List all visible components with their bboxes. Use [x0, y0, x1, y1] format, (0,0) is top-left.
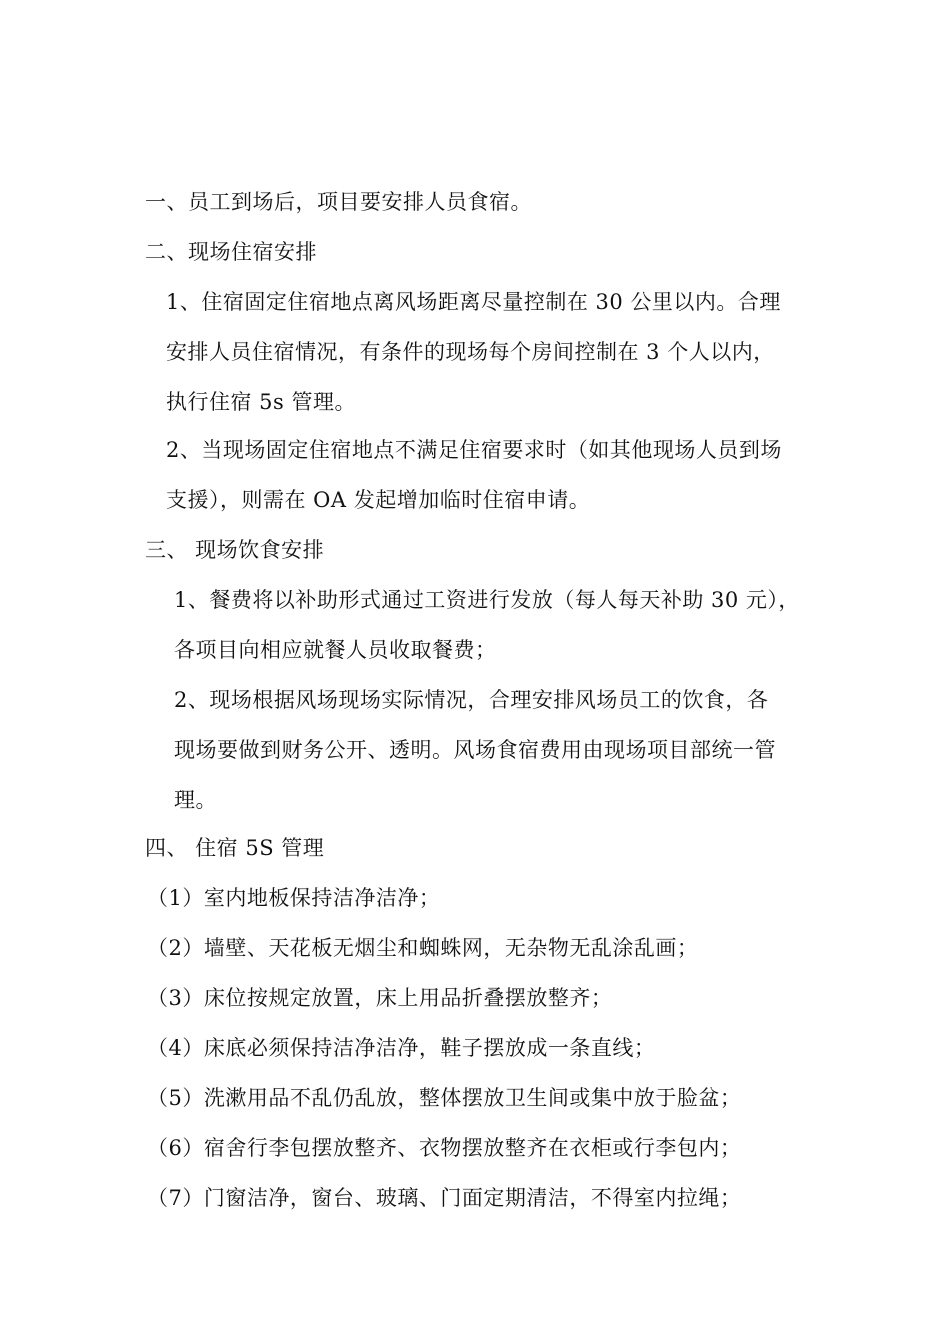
- list-item: （5）洗漱用品不乱仍乱放，整体摆放卫生间或集中放于脸盆；: [147, 1086, 742, 1110]
- section-3-item-2-line-1: 2、现场根据风场现场实际情况，合理安排风场员工的饮食，各: [174, 688, 769, 712]
- list-item: （6）宿舍行李包摆放整齐、衣物摆放整齐在衣柜或行李包内；: [147, 1136, 742, 1160]
- section-2-item-1-line-2: 安排人员住宿情况，有条件的现场每个房间控制在 3 个人以内，: [166, 340, 775, 364]
- section-2-item-2-line-2: 支援），则需在 OA 发起增加临时住宿申请。: [166, 488, 591, 512]
- section-4-heading: 四、 住宿 5S 管理: [145, 836, 325, 860]
- section-2-item-1-line-1: 1、住宿固定住宿地点离风场距离尽量控制在 30 公里以内。合理: [166, 290, 781, 314]
- section-3-item-1-line-2: 各项目向相应就餐人员收取餐费；: [174, 638, 497, 662]
- section-1-heading: 一、员工到场后，项目要安排人员食宿。: [145, 190, 532, 214]
- section-2-item-1-line-3: 执行住宿 5s 管理。: [166, 390, 356, 414]
- list-item: （3）床位按规定放置，床上用品折叠摆放整齐；: [147, 986, 613, 1010]
- list-item: （1）室内地板保持洁净洁净；: [147, 886, 441, 910]
- list-item: （2）墙壁、天花板无烟尘和蜘蛛网，无杂物无乱涂乱画；: [147, 936, 699, 960]
- section-3-heading: 三、 现场饮食安排: [145, 538, 325, 562]
- list-item: （4）床底必须保持洁净洁净，鞋子摆放成一条直线；: [147, 1036, 656, 1060]
- section-3-item-1-line-1: 1、餐费将以补助形式通过工资进行发放（每人每天补助 30 元），: [174, 588, 800, 612]
- section-2-heading: 二、现场住宿安排: [145, 240, 317, 264]
- section-3-item-2-line-3: 理。: [174, 788, 217, 812]
- section-3-item-2-line-2: 现场要做到财务公开、透明。风场食宿费用由现场项目部统一管: [174, 738, 776, 762]
- section-2-item-2-line-1: 2、当现场固定住宿地点不满足住宿要求时（如其他现场人员到场: [166, 438, 782, 462]
- list-item: （7）门窗洁净，窗台、玻璃、门面定期清洁，不得室内拉绳；: [147, 1186, 742, 1210]
